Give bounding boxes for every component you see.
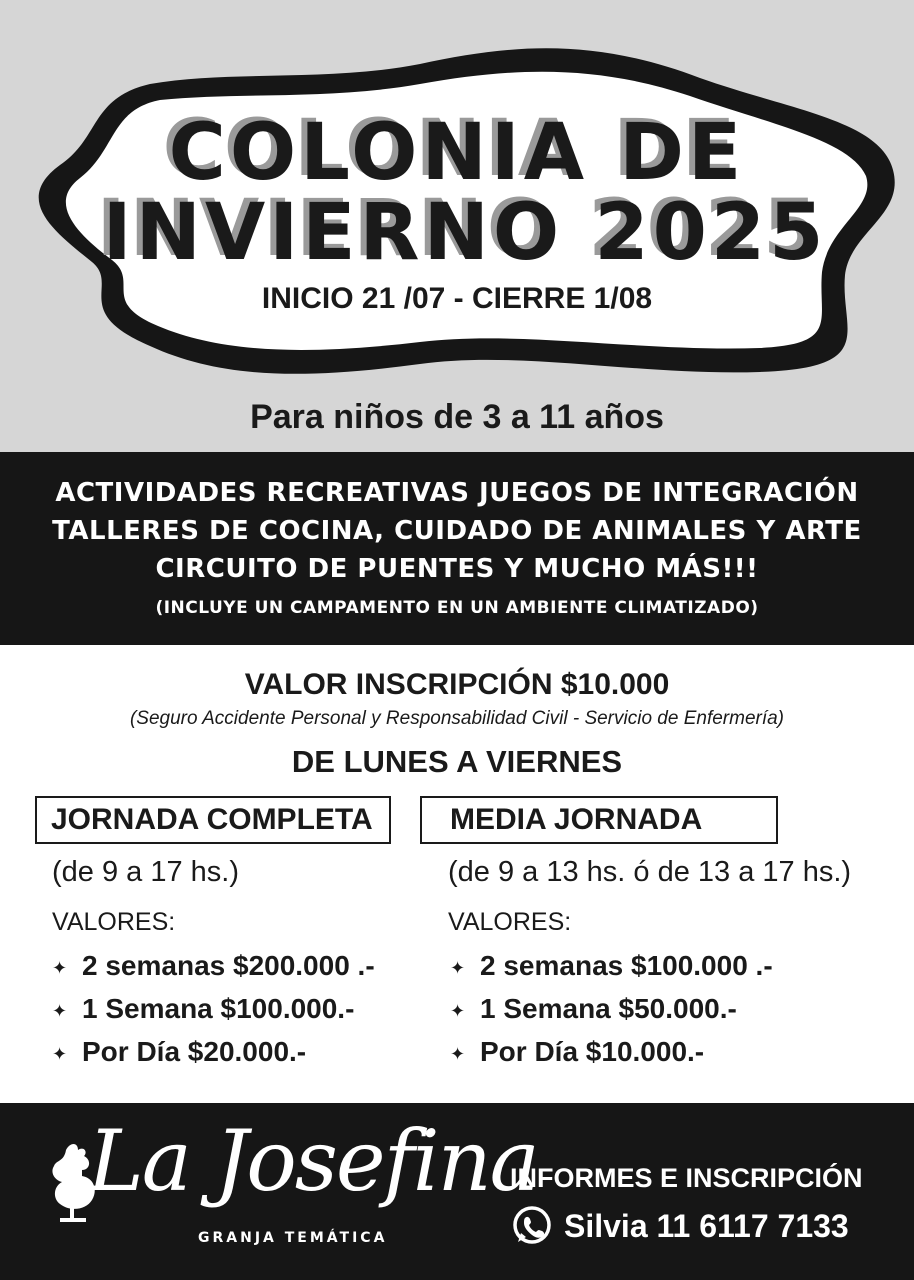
activities-band	[0, 452, 914, 645]
full-day-hours: (de 9 a 17 hs.)	[52, 856, 239, 888]
full-day-price-3: Por Día $20.000.-	[82, 1036, 307, 1067]
days-text: DE LUNES A VIERNES	[291, 744, 623, 779]
star-bullet-icon: ✦	[450, 1001, 466, 1022]
title-line-1: COLONIA DE	[168, 108, 746, 198]
star-bullet-icon: ✦	[450, 958, 466, 979]
star-bullet-icon: ✦	[450, 1044, 466, 1065]
whatsapp-icon	[510, 1204, 554, 1248]
title-line-2: INVIERNO 2025	[102, 188, 828, 278]
contact-phone: Silvia 11 6117 7133	[564, 1208, 849, 1244]
activities-line-2: TALLERES DE COCINA, CUIDADO DE ANIMALES Y ARTE	[52, 516, 862, 546]
activities-note: (INCLUYE UN CAMPAMENTO EN UN AMBIENTE CLIMATIZADO)	[155, 598, 759, 618]
activities-line-1: ACTIVIDADES RECREATIVAS JUEGOS DE INTEGRACIÓN	[55, 478, 859, 508]
dates-text: INICIO 21 /07 - CIERRE 1/08	[261, 282, 653, 315]
star-bullet-icon: ✦	[52, 1001, 68, 1022]
age-range-text: Para niños de 3 a 11 años	[250, 398, 664, 436]
info-label: INFORMES E INSCRIPCIÓN	[510, 1163, 863, 1193]
half-day-hours: (de 9 a 13 hs. ó de 13 a 17 hs.)	[448, 856, 852, 888]
half-day-price-3: Por Día $10.000.-	[480, 1036, 705, 1067]
brand-logo-text: La Josefina	[88, 1112, 538, 1210]
brand-subtitle: GRANJA TEMÁTICA	[198, 1230, 388, 1246]
full-day-price-1: 2 semanas $200.000 .-	[82, 950, 375, 981]
half-day-price-1: 2 semanas $100.000 .-	[480, 950, 773, 981]
full-day-title-box: JORNADA COMPLETA	[35, 796, 391, 844]
half-day-title-box: MEDIA JORNADA	[420, 796, 778, 844]
half-day-price-2: 1 Semana $50.000.-	[480, 993, 737, 1024]
activities-line-3: CIRCUITO DE PUENTES Y MUCHO MÁS!!!	[155, 554, 759, 584]
full-day-price-2: 1 Semana $100.000.-	[82, 993, 355, 1024]
registration-fee: VALOR INSCRIPCIÓN $10.000	[244, 668, 670, 701]
registration-fee-note: (Seguro Accidente Personal y Responsabilidad Civil - Servicio de Enfermería)	[129, 708, 785, 729]
half-day-values-label: VALORES:	[448, 908, 572, 936]
full-day-values-label: VALORES:	[52, 908, 176, 936]
star-bullet-icon: ✦	[52, 958, 68, 979]
star-bullet-icon: ✦	[52, 1044, 68, 1065]
